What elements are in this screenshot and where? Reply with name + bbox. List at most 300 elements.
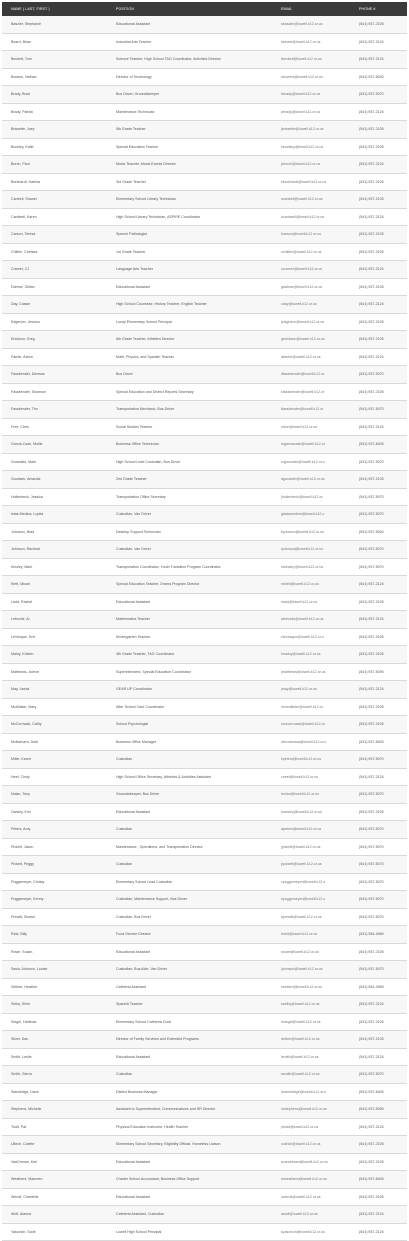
staff-position: Superintendent, Special Education Coordinator bbox=[116, 669, 191, 674]
staff-name: Cantrell, Shanel bbox=[11, 197, 37, 202]
staff-phone-cell bbox=[357, 856, 407, 874]
staff-email-cell bbox=[281, 768, 357, 786]
staff-name: Pickett, Peggy bbox=[11, 862, 34, 867]
staff-name: Hollenbeck, Jessica bbox=[11, 494, 43, 499]
table-row bbox=[2, 628, 407, 646]
staff-phone-cell bbox=[357, 173, 407, 191]
table-row bbox=[2, 1136, 407, 1154]
staff-email-link[interactable]: kpoggemeyer@lowell.k12.o bbox=[281, 897, 326, 902]
staff-phone-cell bbox=[357, 1206, 407, 1224]
staff-email-cell bbox=[281, 506, 357, 524]
staff-name: Reid, Billy bbox=[11, 932, 27, 937]
staff-email-link[interactable]: hseibert@lowell.k12.or.us bbox=[281, 984, 323, 989]
staff-position: Math, Physics, and Spanish Teacher bbox=[116, 354, 175, 359]
staff-email-link[interactable]: tnolan@lowell.k12.or.us bbox=[281, 792, 320, 797]
staff-name: Beard, Brian bbox=[11, 39, 31, 44]
staff-email-link[interactable]: jbrissette@lowell.k12.or.us bbox=[281, 127, 324, 132]
staff-email-link[interactable]: cwendt@lowell.k12.or.us bbox=[281, 1194, 321, 1199]
staff-phone: (541) 937-2105 bbox=[359, 652, 384, 657]
table-row bbox=[2, 103, 407, 121]
table-row bbox=[2, 1188, 407, 1206]
staff-position: Transportation Office Secretary bbox=[116, 494, 166, 499]
staff-email-cell bbox=[281, 961, 357, 979]
staff-phone: (541) 937-2105 bbox=[359, 319, 384, 324]
staff-position: Social Studies Teacher bbox=[116, 424, 153, 429]
staff-email-link[interactable]: ptodd@lowell.k12.or.us bbox=[281, 1124, 319, 1129]
staff-phone: (541) 937-2105 bbox=[359, 1019, 384, 1024]
header-name: NAME ( LAST, FIRST ) bbox=[11, 7, 50, 11]
table-row bbox=[2, 663, 407, 681]
staff-phone-cell bbox=[357, 786, 407, 804]
staff-email-link[interactable]: jedgerton@lowell.k12.or.us bbox=[281, 319, 325, 324]
staff-phone-cell bbox=[357, 471, 407, 489]
staff-email-cell bbox=[281, 1153, 357, 1171]
staff-email-link[interactable]: gerickson@lowell.k12.or.us bbox=[281, 337, 325, 342]
table-row bbox=[2, 1223, 407, 1241]
staff-phone-cell bbox=[357, 348, 407, 366]
staff-phone: (541) 937-5095 bbox=[359, 1107, 384, 1112]
staff-directory bbox=[2, 2, 407, 1241]
staff-phone-cell bbox=[357, 926, 407, 944]
table-row bbox=[2, 173, 407, 191]
staff-phone: (541) 937-2124 bbox=[359, 687, 384, 692]
table-row bbox=[2, 768, 407, 786]
staff-email-link[interactable]: hsiegel@lowell.k12.or.us bbox=[281, 1019, 321, 1024]
staff-email-link[interactable]: rjohnson@lowell.k12.or.us bbox=[281, 547, 324, 552]
staff-phone-cell bbox=[357, 733, 407, 751]
staff-position: GEAR UP Coordinator bbox=[116, 687, 152, 692]
staff-name: McNamara, Dobi bbox=[11, 739, 38, 744]
staff-email-cell bbox=[281, 86, 357, 104]
staff-phone: (541) 937-8405 bbox=[359, 1177, 384, 1182]
staff-position: Educational Assistant bbox=[116, 1159, 151, 1164]
staff-phone-cell bbox=[357, 261, 407, 279]
staff-name: Cardwell, Karen bbox=[11, 214, 37, 219]
staff-position: Custodian, Maintenance Support, Bus Driver bbox=[116, 897, 188, 902]
staff-email-cell bbox=[281, 313, 357, 331]
staff-email-link[interactable]: ljohnson@lowell.k12.or.us bbox=[281, 967, 323, 972]
staff-phone: (541) 937-8405 bbox=[359, 442, 384, 447]
staff-email-link[interactable]: rladd@lowell.k12.or.us bbox=[281, 599, 318, 604]
staff-phone: (541) 937-2105 bbox=[359, 144, 384, 149]
staff-phone: (541) 937-5070 bbox=[359, 564, 384, 569]
staff-email-link[interactable]: syakovich@lowell.k12.or.us bbox=[281, 1229, 325, 1234]
staff-position: After School Care Coordinator bbox=[116, 704, 165, 709]
table-row bbox=[2, 873, 407, 891]
staff-email-link[interactable]: ccramer@lowell.k12.or.us bbox=[281, 267, 323, 272]
staff-position: Custodian, Van Driver bbox=[116, 547, 151, 552]
staff-phone-cell bbox=[357, 436, 407, 454]
staff-position: Business Office Technician bbox=[116, 442, 159, 447]
table-row bbox=[2, 418, 407, 436]
staff-phone: (541) 937-2105 bbox=[359, 1194, 384, 1199]
staff-phone-cell bbox=[357, 121, 407, 139]
staff-position: Custodian, Bus Aide, Van Driver bbox=[116, 967, 168, 972]
staff-name: Buckley, Katie bbox=[11, 144, 34, 149]
staff-phone: (541) 937-2105 bbox=[359, 809, 384, 814]
staff-position: Custodian bbox=[116, 757, 133, 762]
staff-email-link[interactable]: sbaszler@lowell.k12.or.us bbox=[281, 22, 323, 27]
table-row bbox=[2, 593, 407, 611]
staff-email-cell bbox=[281, 418, 357, 436]
staff-name: Beckett, Tom bbox=[11, 57, 32, 62]
staff-email-link[interactable]: bjohnson@lowell.k12.or.us bbox=[281, 529, 324, 534]
table-row bbox=[2, 401, 407, 419]
staff-email-cell bbox=[281, 541, 357, 559]
staff-email-link[interactable]: tfassbender@lowell.k12.or bbox=[281, 407, 324, 412]
staff-position: Industrial Arts Teacher bbox=[116, 39, 152, 44]
staff-email-link[interactable]: kpeters@lowell.k12.or.us bbox=[281, 757, 322, 762]
staff-email-link[interactable]: mstephens@lowell.k12.or.us bbox=[281, 1107, 327, 1112]
staff-email-link[interactable]: cmccormack@lowell.k12.or. bbox=[281, 722, 326, 727]
staff-phone-cell bbox=[357, 873, 407, 891]
staff-phone: (541) 937-2124 bbox=[359, 214, 384, 219]
table-row bbox=[2, 1013, 407, 1031]
staff-position: Custodian, Van Driver bbox=[116, 512, 151, 517]
staff-phone-cell bbox=[357, 681, 407, 699]
staff-phone-cell bbox=[357, 698, 407, 716]
staff-phone-cell bbox=[357, 453, 407, 471]
staff-phone-cell bbox=[357, 103, 407, 121]
staff-position: Desktop Support Technician bbox=[116, 529, 161, 534]
staff-phone-cell bbox=[357, 138, 407, 156]
staff-email-cell bbox=[281, 1066, 357, 1084]
table-row bbox=[2, 121, 407, 139]
table-row bbox=[2, 1118, 407, 1136]
staff-email-cell bbox=[281, 121, 357, 139]
staff-email-cell bbox=[281, 1171, 357, 1189]
table-row bbox=[2, 751, 407, 769]
table-row bbox=[2, 646, 407, 664]
staff-email-link[interactable]: pbrady@lowell.k12.or.us bbox=[281, 109, 321, 114]
staff-phone: (541) 937-2105 bbox=[359, 197, 384, 202]
staff-email-link[interactable]: elevesque@lowell.k12.or.u bbox=[281, 634, 324, 639]
table-header bbox=[2, 2, 407, 16]
staff-phone: (541) 937-2105 bbox=[359, 722, 384, 727]
staff-name: Gonzales, Mark bbox=[11, 459, 37, 464]
staff-email-link[interactable]: lsmith@lowell.k12.or.us bbox=[281, 1054, 319, 1059]
staff-name: Standridge, Dave bbox=[11, 1089, 39, 1094]
staff-email-link[interactable]: cneet@lowell.k12.or.us bbox=[281, 774, 319, 779]
staff-position: Educational Assistant bbox=[116, 599, 151, 604]
staff-phone-cell bbox=[357, 331, 407, 349]
staff-phone: (541) 937-5070 bbox=[359, 967, 384, 972]
staff-email-link[interactable]: mmcallister@lowell.k12.or. bbox=[281, 704, 324, 709]
staff-phone-cell bbox=[357, 1066, 407, 1084]
staff-name: Poggemeyer, Christy bbox=[11, 879, 45, 884]
staff-phone: (541) 937-2105 bbox=[359, 179, 384, 184]
staff-email-cell bbox=[281, 1048, 357, 1066]
table-row bbox=[2, 1153, 407, 1171]
table-row bbox=[2, 926, 407, 944]
staff-phone-cell bbox=[357, 86, 407, 104]
table-row bbox=[2, 1031, 407, 1049]
staff-phone-cell bbox=[357, 803, 407, 821]
staff-position: Director of Family Services and Extended Programs bbox=[116, 1037, 199, 1042]
staff-email-cell bbox=[281, 891, 357, 909]
staff-name: Miller, Karen bbox=[11, 757, 31, 762]
staff-position: High School Lead Custodian, Bus Driver bbox=[116, 459, 181, 464]
staff-phone: (541) 937-2124 bbox=[359, 162, 384, 167]
staff-phone: (541) 937-2105 bbox=[359, 1037, 384, 1042]
staff-phone: (541) 937-5070 bbox=[359, 512, 384, 517]
staff-email-cell bbox=[281, 996, 357, 1014]
staff-email-cell bbox=[281, 1136, 357, 1154]
staff-phone-cell bbox=[357, 768, 407, 786]
staff-name: Bowers, Nathan bbox=[11, 74, 37, 79]
staff-email-link[interactable]: jmatthews@lowell.k12.or.us bbox=[281, 669, 326, 674]
table-row bbox=[2, 908, 407, 926]
staff-email-link[interactable]: tcarson@lowell.k12.or.us bbox=[281, 232, 322, 237]
staff-phone-cell bbox=[357, 1136, 407, 1154]
staff-phone-cell bbox=[357, 1153, 407, 1171]
staff-name: Farrier, Aaron bbox=[11, 354, 33, 359]
staff-email-cell bbox=[281, 838, 357, 856]
staff-position: Custodian bbox=[116, 827, 133, 832]
staff-email-cell bbox=[281, 243, 357, 261]
staff-email-link[interactable]: agoodwin@lowell.k12.or.us bbox=[281, 477, 325, 482]
staff-name: Johnson, Brad bbox=[11, 529, 35, 534]
staff-email-link[interactable]: cullrich@lowell.k12.or.us bbox=[281, 1142, 321, 1147]
staff-phone-cell bbox=[357, 226, 407, 244]
staff-phone: (541) 937-2105 bbox=[359, 1159, 384, 1164]
staff-email-link[interactable]: cfree@lowell.k12.or.us bbox=[281, 424, 318, 429]
staff-phone-cell bbox=[357, 68, 407, 86]
staff-position: Director of Technology bbox=[116, 74, 152, 79]
staff-email-link[interactable]: nbowers@lowell.k12.or.us bbox=[281, 74, 323, 79]
staff-position: Lowell High School Principal bbox=[116, 1229, 162, 1234]
staff-phone-cell bbox=[357, 51, 407, 69]
staff-email-link[interactable]: jmay@lowell.k12.or.us bbox=[281, 687, 317, 692]
staff-phone: (541) 937-2105 bbox=[359, 337, 384, 342]
staff-phone-cell bbox=[357, 576, 407, 594]
staff-email-link[interactable]: apeters@lowell.k12.or.us bbox=[281, 827, 322, 832]
staff-email-cell bbox=[281, 751, 357, 769]
staff-name: Owsley, Kim bbox=[11, 809, 31, 814]
staff-name: May, Jaeda bbox=[11, 687, 30, 692]
staff-name: Silver, Dan bbox=[11, 1037, 29, 1042]
staff-email-cell bbox=[281, 138, 357, 156]
staff-phone: (541) 937-2124 bbox=[359, 354, 384, 359]
staff-phone: (541) 937-5070 bbox=[359, 407, 384, 412]
staff-position: Business Office Manager bbox=[116, 739, 157, 744]
staff-phone-cell bbox=[357, 1171, 407, 1189]
staff-email-link[interactable]: sprewitt@lowell.k12.or.us bbox=[281, 914, 322, 919]
table-row bbox=[2, 733, 407, 751]
staff-position: School Psychologist bbox=[116, 722, 149, 727]
table-row bbox=[2, 16, 407, 33]
staff-email-link[interactable]: cday@lowell.k12.or.us bbox=[281, 302, 317, 307]
table-row bbox=[2, 803, 407, 821]
staff-email-cell bbox=[281, 471, 357, 489]
staff-phone: (541) 937-5070 bbox=[359, 92, 384, 97]
staff-phone: (541) 937-2105 bbox=[359, 1142, 384, 1147]
staff-phone: (541) 937-2105 bbox=[359, 127, 384, 132]
staff-email-link[interactable]: cpoggemeyer@lowell.k12.o bbox=[281, 879, 326, 884]
table-row bbox=[2, 681, 407, 699]
staff-email-link[interactable]: awolf@lowell.k12.or.us bbox=[281, 1212, 318, 1217]
staff-email-cell bbox=[281, 803, 357, 821]
staff-email-link[interactable]: dstandridge@lowell.k12.or.u bbox=[281, 1089, 327, 1094]
staff-email-cell bbox=[281, 1031, 357, 1049]
staff-email-link[interactable]: bbrady@lowell.k12.or.us bbox=[281, 92, 321, 97]
table-row bbox=[2, 786, 407, 804]
staff-phone: (541) 937-2124 bbox=[359, 39, 384, 44]
staff-email-link[interactable]: scantrell@lowell.k12.or.us bbox=[281, 197, 323, 202]
staff-phone: (541) 937-2124 bbox=[359, 582, 384, 587]
staff-email-link[interactable]: ppickett@lowell.k12.or.us bbox=[281, 862, 322, 867]
staff-email-link[interactable]: bbeard@lowell.k12.or.us bbox=[281, 39, 321, 44]
staff-email-cell bbox=[281, 208, 357, 226]
staff-name: LeVesque, Erin bbox=[11, 634, 36, 639]
staff-name: Siegel, Harlinda bbox=[11, 1019, 37, 1024]
staff-email-link[interactable]: srowe@lowell.k12.or.us bbox=[281, 949, 319, 954]
staff-phone-cell bbox=[357, 278, 407, 296]
staff-phone-cell bbox=[357, 1031, 407, 1049]
table-row bbox=[2, 51, 407, 69]
table-row bbox=[2, 331, 407, 349]
staff-phone-cell bbox=[357, 821, 407, 839]
table-row bbox=[2, 243, 407, 261]
staff-phone: (541) 937-5070 bbox=[359, 897, 384, 902]
staff-position: Educational Assistant bbox=[116, 949, 151, 954]
staff-email-cell bbox=[281, 488, 357, 506]
staff-email-cell bbox=[281, 646, 357, 664]
staff-phone-cell bbox=[357, 191, 407, 209]
staff-phone: (541) 937-5070 bbox=[359, 459, 384, 464]
staff-email-cell bbox=[281, 331, 357, 349]
staff-phone: (541) 937-2105 bbox=[359, 389, 384, 394]
staff-email-cell bbox=[281, 926, 357, 944]
staff-phone: (541) 937-5070 bbox=[359, 547, 384, 552]
staff-email-link[interactable]: jpickett@lowell.k12.or.us bbox=[281, 844, 321, 849]
staff-email-link[interactable]: alebovitz@lowell.k12.or.us bbox=[281, 617, 324, 622]
staff-email-link[interactable]: mweathers@lowell.k12.or.us bbox=[281, 1177, 327, 1182]
staff-position: High School Library Technician, ASPIRE Coordinator bbox=[116, 214, 201, 219]
staff-phone-cell bbox=[357, 978, 407, 996]
staff-phone: (541) 937-2105 bbox=[359, 22, 384, 27]
staff-phone: (541) 937-2124 bbox=[359, 267, 384, 272]
staff-phone: (541) 937-2105 bbox=[359, 949, 384, 954]
staff-email-link[interactable]: sselby@lowell.k12.or.us bbox=[281, 1002, 320, 1007]
staff-phone: (541) 937-2105 bbox=[359, 232, 384, 237]
staff-email-cell bbox=[281, 278, 357, 296]
staff-name: Stephens, Michelle bbox=[11, 1107, 42, 1112]
staff-phone-cell bbox=[357, 208, 407, 226]
staff-name: Cramer, CJ bbox=[11, 267, 30, 272]
staff-email-cell bbox=[281, 786, 357, 804]
staff-email-cell bbox=[281, 681, 357, 699]
staff-email-cell bbox=[281, 1118, 357, 1136]
staff-name: Peters, Amy bbox=[11, 827, 31, 832]
staff-phone: (541) 937-5070 bbox=[359, 494, 384, 499]
staff-email-cell bbox=[281, 628, 357, 646]
staff-email-cell bbox=[281, 33, 357, 51]
table-row bbox=[2, 821, 407, 839]
staff-email-link[interactable]: tbeckett@lowell.k12.or.us bbox=[281, 57, 322, 62]
staff-phone-cell bbox=[357, 646, 407, 664]
staff-email-cell bbox=[281, 978, 357, 996]
staff-email-cell bbox=[281, 733, 357, 751]
staff-position: Kindergarten Teacher bbox=[116, 634, 151, 639]
staff-email-link[interactable]: gislasmedina@lowell.k12.o bbox=[281, 512, 325, 517]
staff-email-cell bbox=[281, 401, 357, 419]
staff-position: Cafeteria Assistant bbox=[116, 984, 146, 989]
table-row bbox=[2, 261, 407, 279]
header-position: POSITION bbox=[116, 7, 134, 11]
staff-email-link[interactable]: gdahme@lowell.k12.or.us bbox=[281, 284, 323, 289]
staff-phone: (541) 937-5070 bbox=[359, 372, 384, 377]
staff-email-link[interactable]: kmaloy@lowell.k12.or.us bbox=[281, 652, 321, 657]
staff-name: Carson, Teresa bbox=[11, 232, 36, 237]
staff-phone-cell bbox=[357, 1048, 407, 1066]
staff-phone-cell bbox=[357, 418, 407, 436]
staff-position: Special Education and District Reports Secretary bbox=[116, 389, 194, 394]
staff-email-link[interactable]: mkinzley@lowell.k12.or.us bbox=[281, 564, 324, 569]
table-row bbox=[2, 366, 407, 384]
staff-email-link[interactable]: cchittim@lowell.k12.or.us bbox=[281, 249, 322, 254]
staff-phone-cell bbox=[357, 1083, 407, 1101]
table-row bbox=[2, 1206, 407, 1224]
staff-position: Custodian bbox=[116, 862, 133, 867]
staff-phone-cell bbox=[357, 558, 407, 576]
staff-email-link[interactable]: jhollenbeck@lowell.k12.or. bbox=[281, 494, 324, 499]
table-row bbox=[2, 436, 407, 454]
table-row bbox=[2, 541, 407, 559]
staff-email-link[interactable]: pburch@lowell.k12.or.us bbox=[281, 162, 321, 167]
staff-name: Wolf, Alanna bbox=[11, 1212, 32, 1217]
staff-email-link[interactable]: kvandriman@lowell.k12.or.us bbox=[281, 1159, 328, 1164]
staff-email-link[interactable]: afarrier@lowell.k12.or.us bbox=[281, 354, 321, 359]
staff-email-link[interactable]: dfassbender@lowell.k12.or bbox=[281, 372, 325, 377]
staff-name: Pickett, Jason bbox=[11, 844, 34, 849]
table-row bbox=[2, 1066, 407, 1084]
staff-name: Fassbender, Tim bbox=[11, 407, 38, 412]
staff-email-link[interactable]: mgarciacash@lowell.k12.or bbox=[281, 442, 325, 447]
staff-email-link[interactable]: kburkhardt@lowell.k12.or.us bbox=[281, 179, 327, 184]
staff-phone-cell bbox=[357, 943, 407, 961]
staff-email-link[interactable]: dsilver@lowell.k12.or.us bbox=[281, 1037, 320, 1042]
staff-name: Savio-Johnson, Louise bbox=[11, 967, 48, 972]
staff-email-link[interactable]: mklett@lowell.k12.or.us bbox=[281, 582, 319, 587]
staff-email-link[interactable]: dmcnamara@lowell.k12.or.u bbox=[281, 739, 327, 744]
staff-email-link[interactable]: sfassbender@lowell.k12.or bbox=[281, 389, 325, 394]
table-row bbox=[2, 278, 407, 296]
staff-name: Erickson, Greg bbox=[11, 337, 35, 342]
staff-email-link[interactable]: kcardwell@lowell.k12.or.us bbox=[281, 214, 325, 219]
staff-email-link[interactable]: kowsley@lowell.k12.or.us bbox=[281, 809, 322, 814]
staff-email-link[interactable]: ssmith@lowell.k12.or.us bbox=[281, 1072, 320, 1077]
staff-position: Bus Driver bbox=[116, 372, 133, 377]
staff-position: Music Teacher, Music Events Director bbox=[116, 162, 176, 167]
staff-email-cell bbox=[281, 576, 357, 594]
staff-email-link[interactable]: kbuckley@lowell.k12.or.us bbox=[281, 144, 324, 149]
staff-position: Food Service Director bbox=[116, 932, 151, 937]
staff-phone-cell bbox=[357, 961, 407, 979]
staff-email-link[interactable]: breid@lowell.k12.or.us bbox=[281, 932, 318, 937]
staff-phone: (541) 937-2124 bbox=[359, 57, 384, 62]
staff-name: McAllister, Mary bbox=[11, 704, 37, 709]
staff-email-cell bbox=[281, 856, 357, 874]
staff-name: Rowe, Susan bbox=[11, 949, 33, 954]
staff-email-link[interactable]: mgonzales@lowell.k12.or.u bbox=[281, 459, 325, 464]
staff-name: Neet, Cindy bbox=[11, 774, 30, 779]
staff-phone: (541) 937-2105 bbox=[359, 634, 384, 639]
staff-phone: (541) 937-5070 bbox=[359, 757, 384, 762]
staff-email-cell bbox=[281, 348, 357, 366]
staff-email-cell bbox=[281, 68, 357, 86]
staff-phone-cell bbox=[357, 908, 407, 926]
